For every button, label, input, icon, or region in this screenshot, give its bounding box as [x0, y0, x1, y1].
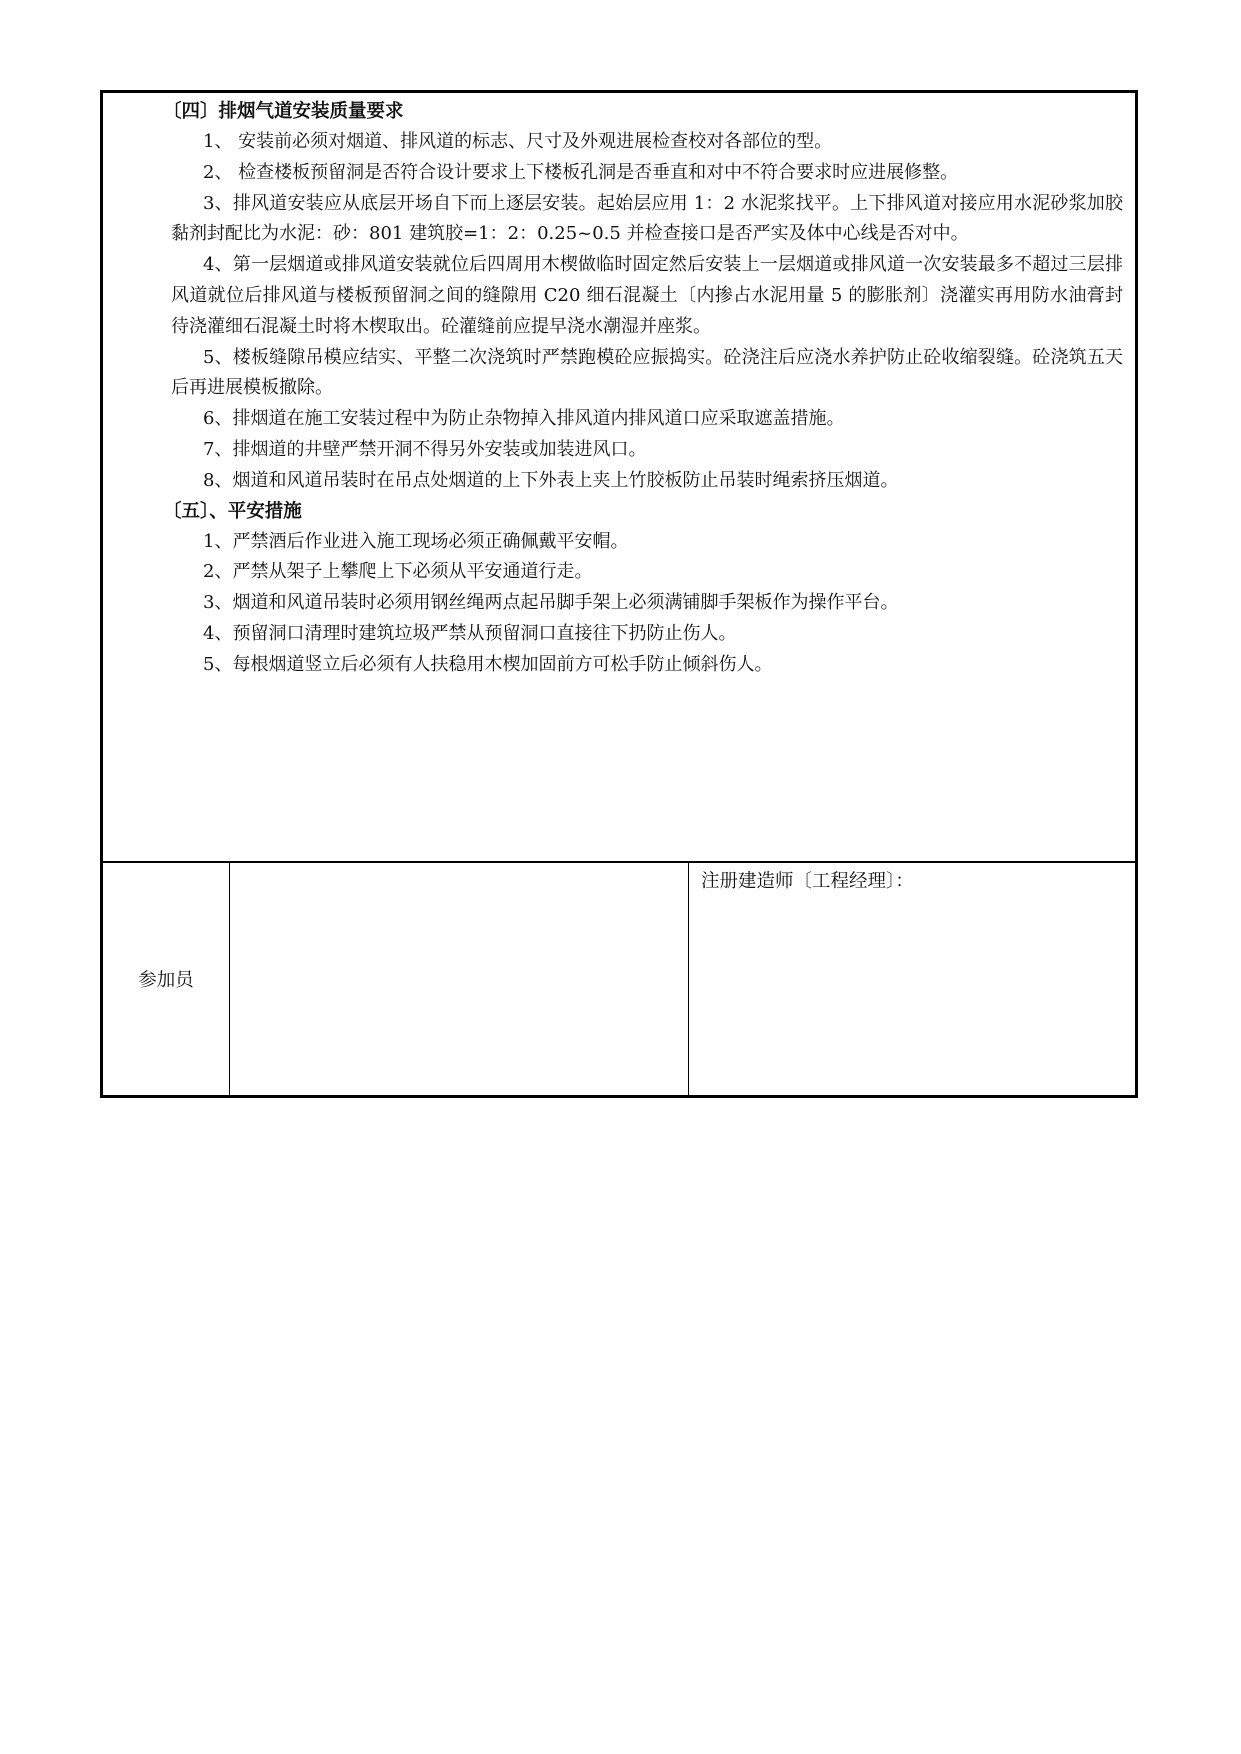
section4-item-3: 3、排风道安装应从底层开场自下而上逐层安装。起始层应用 1：2 水泥浆找平。上下排风道对接应用水泥砂浆加胶黏剂封配比为水泥：砂：801 建筑胶=1：2：0.25~0.5 并检查接口是否严实及体中心线是否对中。 — [171, 192, 1123, 245]
engineer-signature-cell — [689, 863, 1135, 1095]
participants-label-cell — [103, 863, 230, 1095]
section4-item-2: 2、 检查楼板预留洞是否符合设计要求上下楼板孔洞是否垂直和对中不符合要求时应进展修整。 — [203, 161, 959, 183]
disclosure-form — [100, 90, 1138, 1098]
section5-item-3: 3、烟道和风道吊装时必须用钢丝绳两点起吊脚手架上必须满铺脚手架板作为操作平台。 — [203, 592, 899, 614]
participants-label: 参加员 — [138, 970, 194, 991]
content-cell — [103, 93, 1135, 863]
signoff-row — [103, 863, 1135, 1095]
section5-item-2: 2、严禁从架子上攀爬上下必须从平安通道行走。 — [203, 561, 593, 583]
section4-item-6: 6、排烟道在施工安装过程中为防止杂物掉入排风道内排风道口应采取遮盖措施。 — [203, 408, 845, 430]
section4-item-1: 1、 安装前必须对烟道、排风道的标志、尺寸及外观进展检查校对各部位的型。 — [203, 131, 833, 152]
section4-item-5: 5、楼板缝隙吊模应结实、平整二次浇筑时严禁跑模砼应振捣实。砼浇注后应浇水养护防止砼收缩裂缝。砼浇筑五天后再进展模板撤除。 — [171, 346, 1123, 399]
section4-item-8: 8、烟道和风道吊装时在吊点处烟道的上下外表上夹上竹胶板防止吊装时绳索挤压烟道。 — [203, 469, 899, 491]
section5-item-5: 5、每根烟道竖立后必须有人扶稳用木楔加固前方可松手防止倾斜伤人。 — [203, 653, 773, 675]
section5-item-4: 4、预留洞口清理时建筑垃圾严禁从预留洞口直接往下扔防止伤人。 — [203, 622, 737, 644]
section4-item-7: 7、排烟道的井壁严禁开洞不得另外安装或加装进风口。 — [203, 438, 647, 460]
section4-item-4: 4、第一层烟道或排风道安装就位后四周用木楔做临时固定然后安装上一层烟道或排风道一次安装最多不超过三层排风道就位后排风道与楼板预留洞之间的缝隙用 C20 细石混凝土〔内掺占水泥用量 5 的膨胀剂〕浇灌实再用防水油膏封待浇灌细石混凝土时将木楔取出。砼灌缝前应提早浇水潮湿并座浆。 — [171, 254, 1123, 337]
participants-signature-cell — [230, 863, 689, 1095]
section5-heading: 〔五〕、平安措施 — [163, 500, 302, 522]
engineer-label: 注册建造师〔工程经理〕： — [701, 871, 914, 892]
section4-heading: 〔四〕排烟气道安装质量要求 — [163, 101, 404, 122]
section5-item-1: 1、严禁酒后作业进入施工现场必须正确佩戴平安帽。 — [203, 530, 629, 552]
